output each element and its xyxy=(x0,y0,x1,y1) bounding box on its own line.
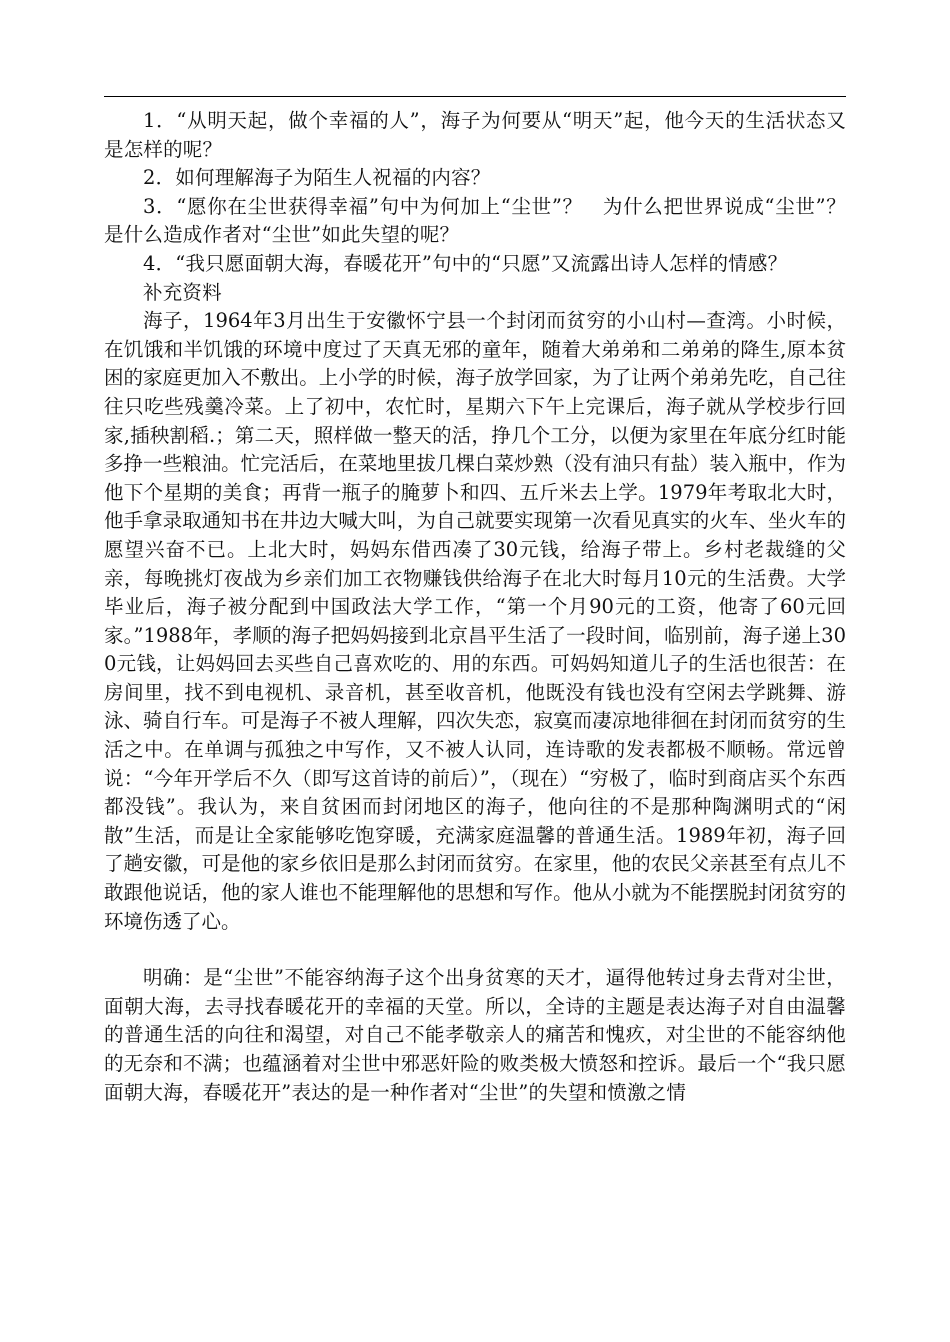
document-body xyxy=(104,107,846,1107)
paragraph-gap xyxy=(104,936,846,964)
biography-paragraph: 海子，1964年3月出生于安徽怀宁县一个封闭而贫穷的小山村—查湾。小时候，在饥饿和半饥饿的环境中度过了天真无邪的童年，随着大弟弟和二弟弟的降生,原本贫困的家庭更加入不敷出。上小学的时候，海子放学回家，为了让两个弟弟先吃，自己往往只吃些残羹冷菜。上了初中，农忙时，星期六下午上完课后，海子就从学校步行回家,插秧割稻.；第二天，照样做一整天的活，挣几个工分，以便为家里在年底分红时能多挣一些粮油。忙完活后，在菜地里拔几棵白菜炒熟（没有油只有盐）装入瓶中，作为他下个星期的美食；再背一瓶子的腌萝卜和四、五斤米去上学。1979年考取北大时，他手拿录取通知书在井边大喊大叫，为自己就要实现第一次看见真实的火车、坐火车的愿望兴奋不已。上北大时，妈妈东借西凑了30元钱，给海子带上。乡村老裁缝的父亲，每晚挑灯夜战为乡亲们加工衣物赚钱供给海子在北大时每月10元的生活费。大学毕业后，海子被分配到中国政法大学工作，“第一个月90元的工资，他寄了60元回家。”1988年，孝顺的海子把妈妈接到北京昌平生活了一段时间，临别前，海子递上300元钱，让妈妈回去买些自己喜欢吃的、用的东西。可妈妈知道儿子的生活也很苦：在房间里，找不到电视机、录音机，甚至收音机，他既没有钱也没有空闲去学跳舞、游泳、骑自行车。可是海子不被人理解，四次失恋，寂寞而凄凉地徘徊在封闭而贫穷的生活之中。在单调与孤独之中写作，又不被人认同，连诗歌的发表都极不顺畅。常远曾说：“今年开学后不久（即写这首诗的前后）”，（现在）“穷极了，临时到商店买个东西都没钱”。我认为，来自贫困而封闭地区的海子，他向往的不是那种陶渊明式的“闲散”生活，而是让全家能够吃饱穿暖，充满家庭温馨的普通生活。1989年初，海子回了趟安徽，可是他的家乡依旧是那么封闭而贫穷。在家里，他的农民父亲甚至有点儿不敢跟他说话，他的家人谁也不能理解他的思想和写作。他从小就为不能摆脱封闭贫穷的环境伤透了心。 xyxy=(104,309,846,933)
document-page xyxy=(104,0,846,1342)
question-3: 3．“愿你在尘世获得幸福”句中为何加上“尘世”？ 为什么把世界说成“尘世”？是什么造成作者对“尘世”如此失望的呢？ xyxy=(104,194,846,247)
question-1: 1．“从明天起，做个幸福的人”，海子为何要从“明天”起，他今天的生活状态又是怎样的呢？ xyxy=(104,109,846,161)
conclusion-paragraph: 明确：是“尘世”不能容纳海子这个出身贫寒的天才，逼得他转过身去背对尘世，面朝大海，去寻找春暖花开的幸福的天堂。所以，全诗的主题是表达海子对自由温馨的普通生活的向往和渴望，对自己不能孝敬亲人的痛苦和愧疚，对尘世的不能容纳他的无奈和不满；也蕴涵着对尘世中邪恶奸险的败类极大愤怒和控诉。最后一个“我只愿面朝大海，春暖花开”表达的是一种作者对“尘世”的失望和愤激之情 xyxy=(104,966,846,1104)
question-2: 2．如何理解海子为陌生人祝福的内容？ xyxy=(143,166,491,190)
supplement-heading: 补充资料 xyxy=(143,280,222,304)
question-4: 4．“我只愿面朝大海，春暖花开”句中的“只愿”又流露出诗人怎样的情感？ xyxy=(143,251,788,275)
header-rule xyxy=(104,96,846,97)
